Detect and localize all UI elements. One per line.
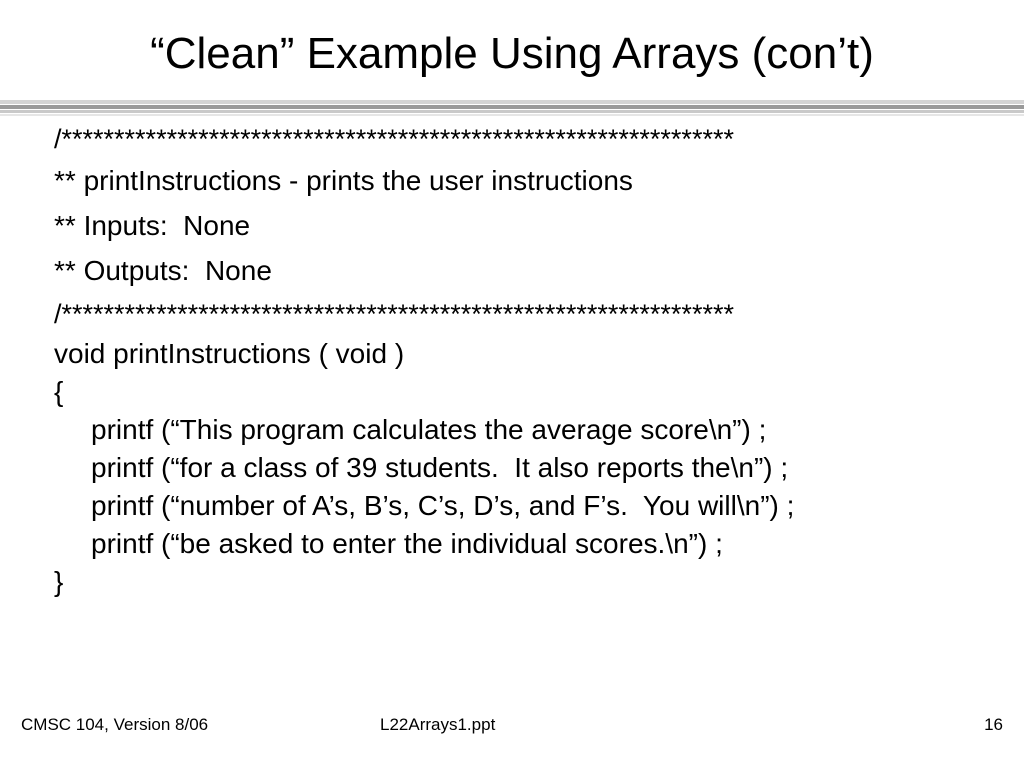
footer-course: CMSC 104, Version 8/06 bbox=[21, 715, 209, 734]
divider-band bbox=[0, 100, 1024, 104]
footer-page-number: 16 bbox=[984, 715, 1003, 734]
divider-band bbox=[0, 110, 1024, 113]
open-brace: { bbox=[54, 376, 64, 407]
footer-filename: L22Arrays1.ppt bbox=[380, 715, 496, 734]
function-signature: void printInstructions ( void ) bbox=[54, 338, 405, 369]
printf-statement: printf (“for a class of 39 students. It also reports the\n”) ; bbox=[91, 452, 789, 483]
close-brace: } bbox=[54, 566, 64, 597]
printf-statement: printf (“be asked to enter the individual scores.\n”) ; bbox=[91, 528, 723, 559]
comment-line: ** Inputs: None bbox=[54, 210, 251, 241]
divider-band bbox=[0, 114, 1024, 116]
comment-border-line: /**************************************************************** bbox=[54, 299, 734, 329]
title-divider bbox=[0, 100, 1024, 120]
printf-statement: printf (“This program calculates the average score\n”) ; bbox=[91, 414, 767, 445]
slide-title: “Clean” Example Using Arrays (con’t) bbox=[150, 29, 874, 78]
printf-statement: printf (“number of A’s, B’s, C’s, D’s, and F’s. You will\n”) ; bbox=[91, 490, 795, 521]
divider-band bbox=[0, 105, 1024, 109]
code-listing bbox=[54, 120, 1014, 601]
comment-line: ** printInstructions - prints the user instructions bbox=[54, 165, 633, 196]
comment-border-line: /**************************************************************** bbox=[54, 124, 734, 154]
comment-line: ** Outputs: None bbox=[54, 255, 272, 286]
